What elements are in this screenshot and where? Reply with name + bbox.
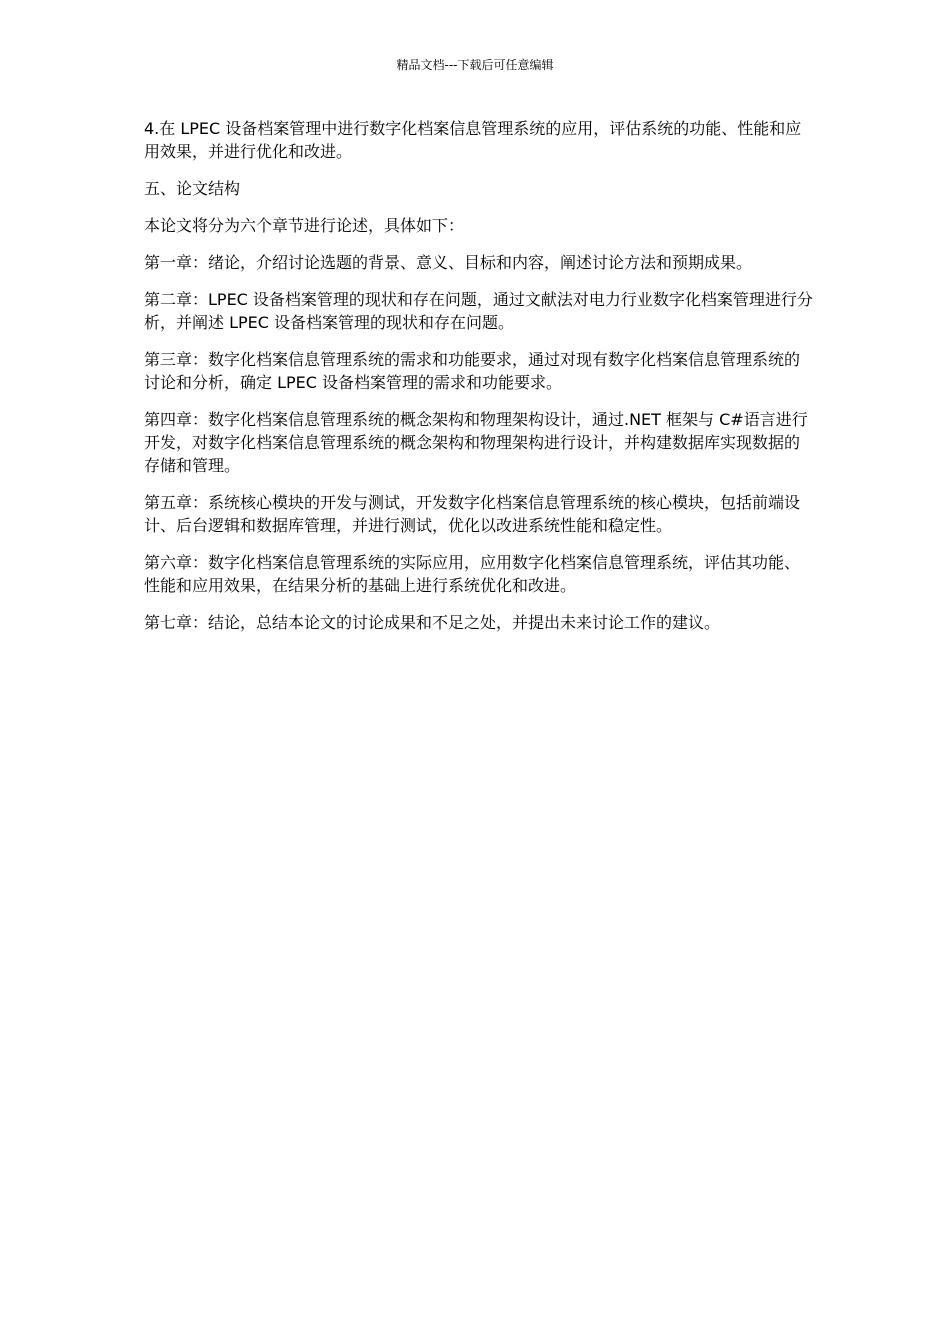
paragraph-chapter-3: 第三章：数字化档案信息管理系统的需求和功能要求，通过对现有数字化档案信息管理系统的讨论和分析，确定 LPEC 设备档案管理的需求和功能要求。 — [144, 350, 801, 392]
paragraph-chapter-6: 第六章：数字化档案信息管理系统的实际应用，应用数字化档案信息管理系统，评估其功能、性能和应用效果，在结果分析的基础上进行系统优化和改进。 — [144, 553, 801, 595]
paragraph-chapter-1: 第一章：绪论，介绍讨论选题的背景、意义、目标和内容，阐述讨论方法和预期成果。 — [144, 253, 753, 272]
paragraph-structure-intro: 本论文将分为六个章节进行论述，具体如下： — [144, 216, 465, 235]
paragraph-item-4: 4.在 LPEC 设备档案管理中进行数字化档案信息管理系统的应用，评估系统的功能、性能和应用效果，并进行优化和改进。 — [144, 119, 802, 161]
paragraph-chapter-7: 第七章：结论，总结本论文的讨论成果和不足之处，并提出未来讨论工作的建议。 — [144, 613, 721, 632]
page-header: 精品文档---下载后可任意编辑 — [396, 58, 554, 72]
paragraph-chapter-2: 第二章：LPEC 设备档案管理的现状和存在问题，通过文献法对电力行业数字化档案管理进行分析，并阐述 LPEC 设备档案管理的现状和存在问题。 — [144, 290, 813, 332]
section-heading-thesis-structure: 五、论文结构 — [144, 179, 241, 198]
paragraph-chapter-5: 第五章：系统核心模块的开发与测试，开发数字化档案信息管理系统的核心模块，包括前端设计、后台逻辑和数据库管理，并进行测试，优化以改进系统性能和稳定性。 — [144, 493, 801, 535]
paragraph-chapter-4: 第四章：数字化档案信息管理系统的概念架构和物理架构设计，通过.NET 框架与 C#语言进行开发，对数字化档案信息管理系统的概念架构和物理架构进行设计，并构建数据库实现数据的存储和管理。 — [144, 410, 808, 475]
document-body — [144, 117, 814, 648]
